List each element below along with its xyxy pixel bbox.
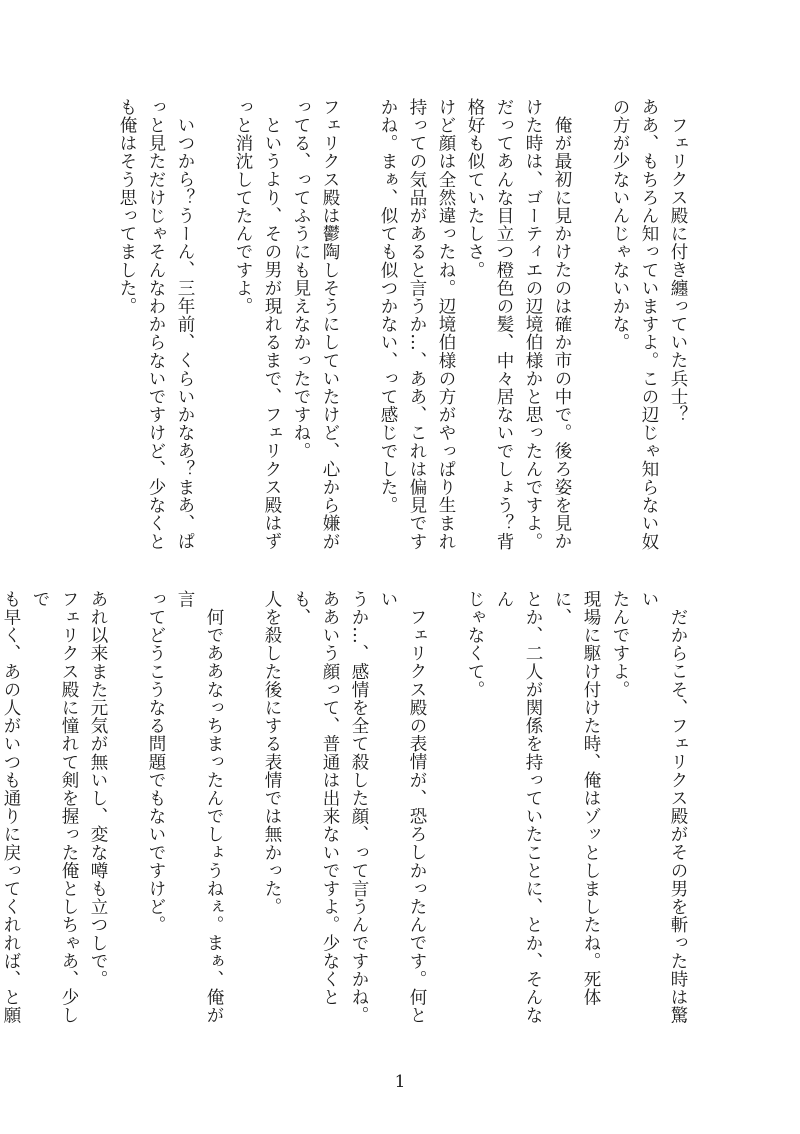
paragraph-gap [228,590,257,1030]
paragraph: フェリクス殿は鬱陶しそうにしていたけど、心から嫌が ってる、ってふうにも見えなかったですね。 [291,98,340,551]
paragraph: フェリクス殿の表情が、恐ろしかったんです。何とい うか…、感情を全て殺した顔、って言うんですかね。 ああいう顔って、普通は出来ないですよ。少なくとも、 人を殺した後にする表情では無かった。 [262,590,427,1025]
paragraph: けど顔は全然違ったね。辺境伯様の方がやっぱり生まれ 持っての気品があると言うか…、ああ、これは偏見です かね。まぁ、似ても似つかない、って感じでした。 [378,98,456,551]
paragraph-gap [199,98,228,568]
paragraph: いつから？うーん、三年前、くらいかなあ？まあ、ぱ っと見ただけじゃそんなわからないですけど、少なくと も俺はそう思ってました。 [117,98,195,551]
paragraph-gap [112,590,141,1030]
bottom-text-block [1,590,692,1030]
paragraph-gap [431,590,460,1030]
top-text-block [108,98,692,568]
paragraph-gap [344,98,373,568]
paragraph: 何でああなっちまったんでしょうねぇ。まぁ、俺が言 ってどうこうなる問題でもないですけど。 [146,590,224,1024]
paragraph-gap [576,98,605,568]
page-number: 1 [394,1072,406,1092]
paragraph: 俺が最初に見かけたのは確か市の中で。後ろ姿を見か けた時は、ゴーティエの辺境伯様かと思ったんですよ。 だってあんな目立つ橙色の髪、中々居ないでしょう？背 格好も似ていたしさ。 [465,98,572,551]
paragraph: あれ以来また元気が無いし、変な噂も立つしで。 フェリクス殿に憧れて剣を握った俺としちゃあ、少しで も早く、あの人がいつも通りに戻ってくれれば、と願 [1,590,108,1025]
paragraph: というより、その男が現れるまで、フェリクス殿はず っと消沈してたんですよ。 [233,98,282,550]
paragraph: フェリクス殿に付き纏っていた兵士？ ああ、もちろん知っていますよ。この辺じゃ知らない奴 の方が少ないんじゃないかな。 [610,98,688,551]
paragraph: だからこそ、フェリクス殿がその男を斬った時は驚い たんですよ。 現場に駆け付けた時、俺はゾッとしましたね。死体に、 とか、二人が関係を持っていたことに、とか、そんなん じゃなくて。 [465,590,688,1025]
